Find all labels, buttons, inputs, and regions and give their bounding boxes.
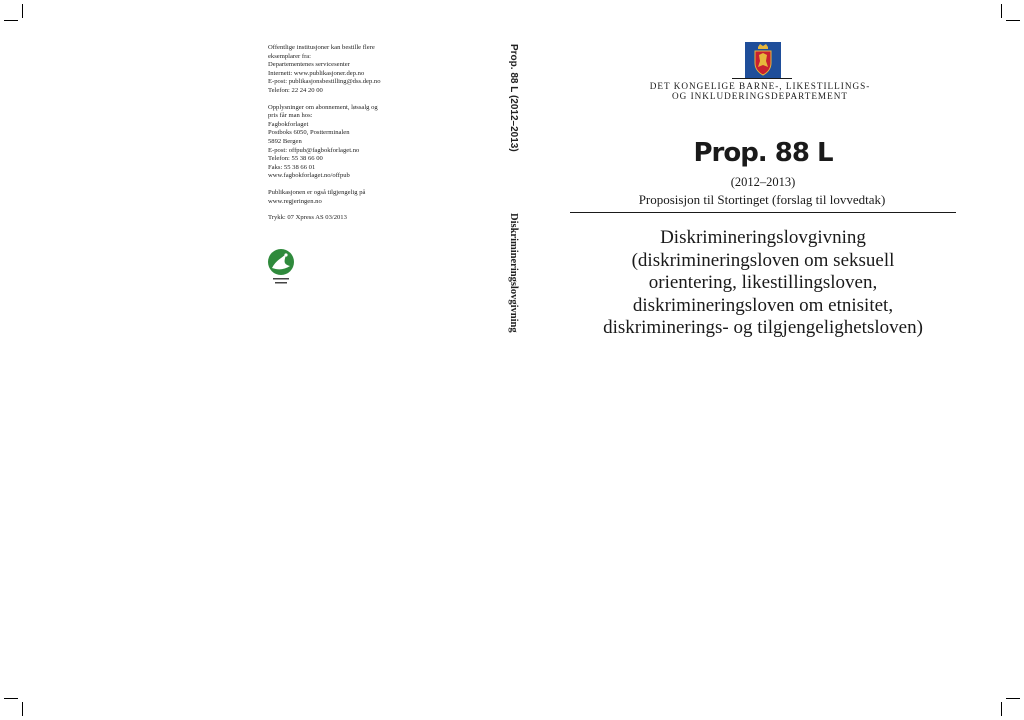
crop-mark bbox=[4, 20, 18, 21]
crop-mark bbox=[22, 4, 23, 18]
order-line: Offentlige institusjoner kan bestille flere bbox=[268, 44, 375, 51]
subscription-line: pris får man hos: bbox=[268, 112, 313, 120]
department-name bbox=[640, 81, 880, 101]
spine-number: Prop. 88 L (2012–2013) bbox=[508, 44, 519, 152]
print-line: Trykk: 07 Xpress AS 03/2013 bbox=[268, 214, 347, 222]
norwegian-royal-coat-of-arms-icon bbox=[744, 42, 782, 82]
subscription-line: Telefon: 55 38 66 00 bbox=[268, 155, 323, 163]
spine-title: Diskrimineringslovgivning bbox=[508, 213, 519, 333]
title-line: Diskrimineringslovgivning bbox=[660, 227, 866, 248]
crop-mark bbox=[1001, 702, 1002, 716]
order-line: Internett: www.publikasjoner.dep.no bbox=[268, 69, 365, 77]
web-line: Publikasjonen er også tilgjengelig på bbox=[268, 188, 366, 196]
order-line: Telefon: 22 24 20 00 bbox=[268, 86, 323, 94]
subscription-line: 5892 Bergen bbox=[268, 137, 302, 145]
crop-mark bbox=[1006, 698, 1020, 699]
document-title bbox=[566, 227, 960, 340]
title-divider bbox=[570, 212, 956, 213]
back-cover-info bbox=[268, 44, 418, 223]
crop-mark bbox=[22, 702, 23, 716]
department-line: DET KONGELIGE BARNE-, LIKESTILLINGS- bbox=[649, 81, 871, 91]
proposition-number: Prop. 88 L bbox=[693, 138, 833, 168]
order-info bbox=[268, 44, 418, 96]
order-line: Departementenes servicesenter bbox=[268, 61, 350, 69]
nordic-swan-ecolabel-icon bbox=[266, 246, 298, 288]
crop-mark bbox=[1001, 4, 1002, 18]
subscription-line: E-post: offpub@fagbokforlaget.no bbox=[268, 146, 360, 154]
web-line: www.regjeringen.no bbox=[268, 197, 322, 205]
title-line: diskrimineringsloven om etnisitet, bbox=[632, 294, 894, 316]
web-availability bbox=[268, 189, 418, 206]
subscription-line: Faks: 55 38 66 01 bbox=[268, 163, 316, 171]
department-line: OG INKLUDERINGSDEPARTEMENT bbox=[672, 91, 848, 101]
title-line: (diskrimineringsloven om seksuell bbox=[631, 249, 895, 271]
proposition-type: Proposisjon til Stortinget (forslag til lovvedtak) bbox=[638, 192, 886, 207]
department-divider bbox=[732, 78, 792, 79]
crop-mark bbox=[1006, 20, 1020, 21]
title-line: orientering, likestillingsloven, bbox=[648, 272, 878, 294]
crop-mark bbox=[4, 698, 18, 699]
order-line: E-post: publikasjonsbestilling@dss.dep.no bbox=[268, 78, 381, 86]
subscription-line: Fagbokforlaget bbox=[268, 120, 309, 128]
subscription-info bbox=[268, 104, 418, 181]
session-years: (2012–2013) bbox=[730, 175, 796, 189]
subscription-line: www.fagbokforlaget.no/offpub bbox=[268, 172, 350, 180]
subscription-line: Postboks 6050, Postterminalen bbox=[268, 129, 350, 137]
print-info bbox=[268, 214, 418, 223]
subscription-line: Opplysninger om abonnement, løssalg og bbox=[268, 103, 378, 111]
title-line: diskriminerings- og tilgjengelighetsloven) bbox=[603, 317, 923, 339]
order-line: eksemplarer fra: bbox=[268, 52, 312, 60]
